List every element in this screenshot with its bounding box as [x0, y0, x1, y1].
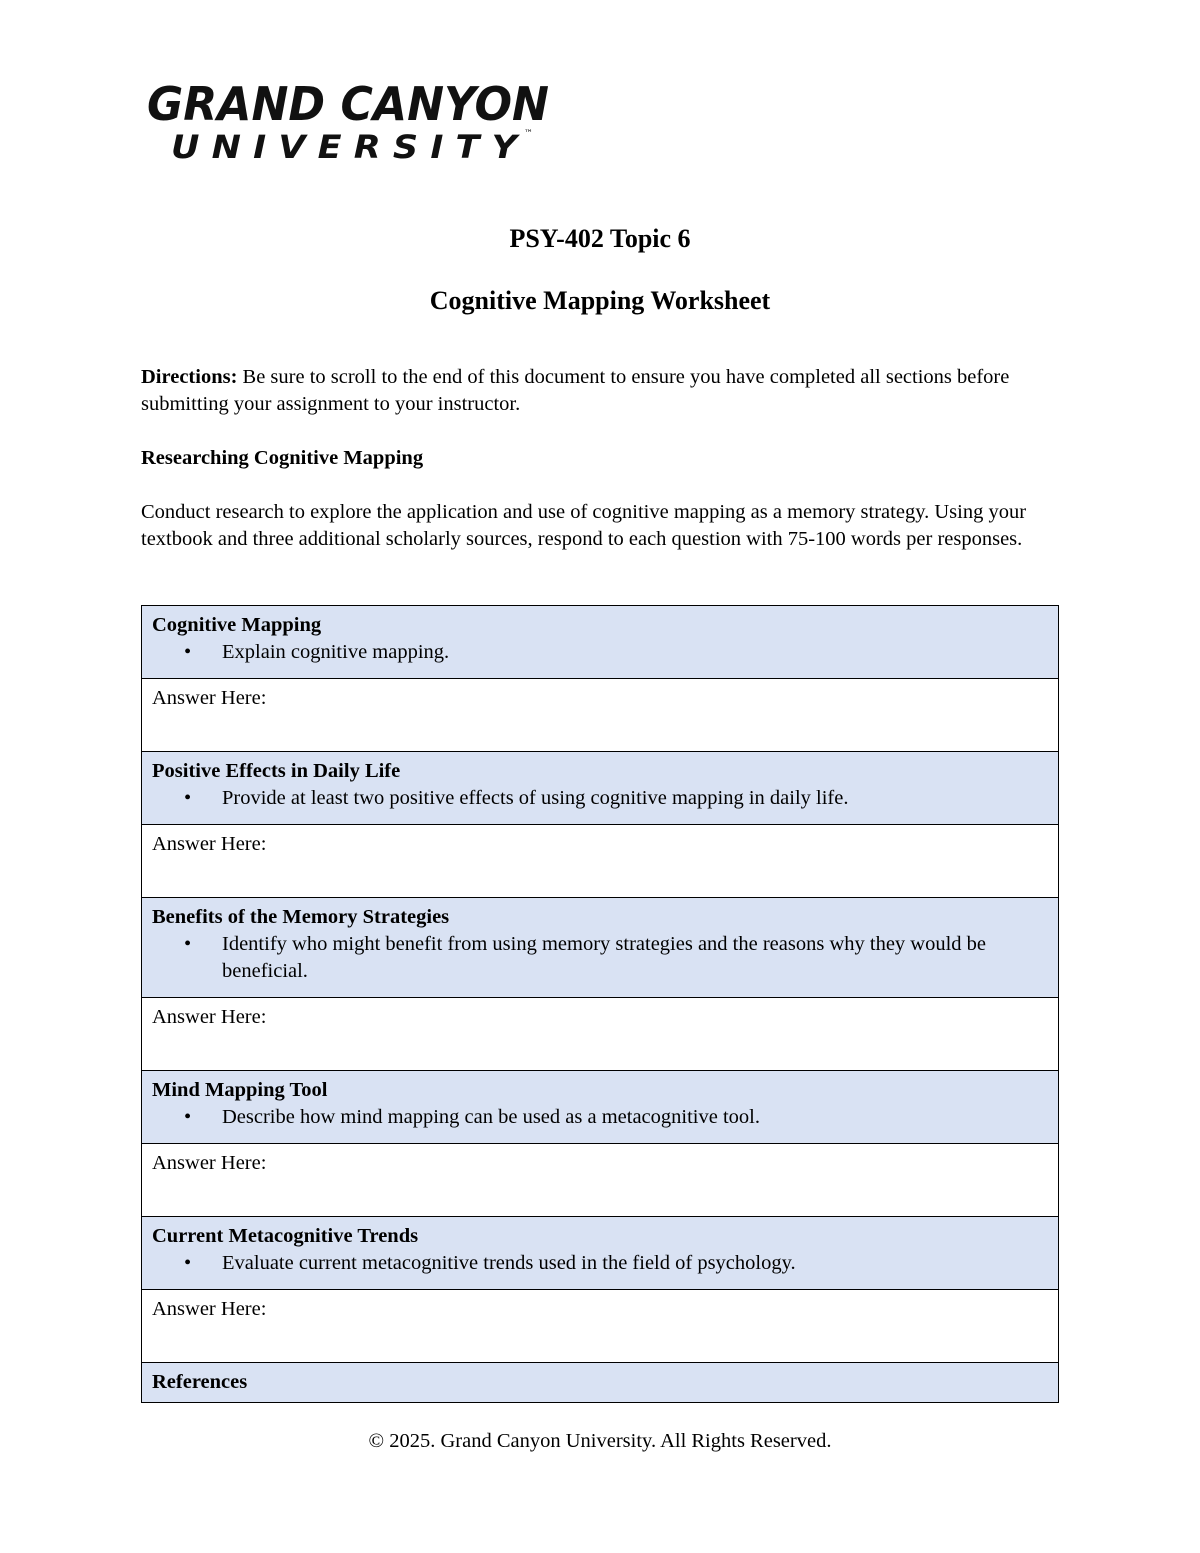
question-cell — [142, 1071, 1059, 1144]
question-title: Mind Mapping Tool — [152, 1079, 328, 1101]
answer-cell[interactable] — [142, 998, 1059, 1071]
question-cell — [142, 752, 1059, 825]
answer-cell[interactable] — [142, 679, 1059, 752]
answer-row — [142, 1144, 1059, 1217]
question-prompt — [152, 639, 1048, 666]
bullet-icon: • — [184, 1106, 192, 1128]
logo-line-1: GRAND CANYON — [147, 77, 549, 131]
answer-row — [142, 1290, 1059, 1363]
worksheet-title: Cognitive Mapping Worksheet — [429, 286, 771, 315]
directions-label: Directions: — [141, 366, 238, 388]
intro-paragraph: Conduct research to explore the application and use of cognitive mapping as a memory strategy. Using your textbook and three additional scholarly sources, respond to each question with 75-100 words per responses. — [141, 501, 1027, 550]
question-prompt-text: Provide at least two positive effects of using cognitive mapping in daily life. — [222, 787, 849, 809]
answer-row — [142, 679, 1059, 752]
references-label: References — [152, 1371, 248, 1393]
question-row — [142, 1217, 1059, 1290]
answer-cell[interactable] — [142, 1290, 1059, 1363]
answer-cell[interactable] — [142, 825, 1059, 898]
section-heading: Researching Cognitive Mapping — [141, 447, 424, 469]
question-prompt-text: Describe how mind mapping can be used as a metacognitive tool. — [222, 1106, 760, 1128]
question-cell — [142, 1217, 1059, 1290]
question-prompt-text: Explain cognitive mapping. — [222, 641, 450, 663]
question-prompt — [152, 785, 1048, 812]
bullet-icon: • — [184, 933, 192, 955]
question-prompt — [152, 1250, 1048, 1277]
question-prompt — [152, 1104, 1048, 1131]
question-row — [142, 606, 1059, 679]
question-prompt-text: Identify who might benefit from using memory strategies and the reasons why they would be beneficial. — [222, 933, 987, 982]
question-row — [142, 752, 1059, 825]
bullet-icon: • — [184, 1252, 192, 1274]
references-row — [142, 1363, 1059, 1403]
logo-line-2: U N I V E R S I T Y — [171, 128, 521, 166]
answer-label: Answer Here: — [152, 1298, 267, 1320]
question-prompt — [152, 931, 1048, 985]
references-cell — [142, 1363, 1059, 1403]
bullet-icon: • — [184, 641, 192, 663]
directions-text: Be sure to scroll to the end of this document to ensure you have completed all sections before submitting your assignment to your instructor. — [141, 366, 1010, 415]
question-cell — [142, 606, 1059, 679]
question-row — [142, 898, 1059, 998]
university-logo — [147, 76, 557, 166]
answer-row — [142, 998, 1059, 1071]
university-logo-graphic — [147, 76, 557, 166]
question-prompt-text: Evaluate current metacognitive trends used in the field of psychology. — [222, 1252, 796, 1274]
question-title: Cognitive Mapping — [152, 614, 322, 636]
answer-label: Answer Here: — [152, 1152, 267, 1174]
course-title: PSY-402 Topic 6 — [509, 224, 691, 253]
worksheet-table — [141, 605, 1059, 1403]
answer-label: Answer Here: — [152, 687, 267, 709]
answer-label: Answer Here: — [152, 1006, 267, 1028]
question-title: Benefits of the Memory Strategies — [152, 906, 450, 928]
question-cell — [142, 898, 1059, 998]
question-row — [142, 1071, 1059, 1144]
question-title: Positive Effects in Daily Life — [152, 760, 401, 782]
answer-row — [142, 825, 1059, 898]
directions-paragraph — [141, 364, 1061, 418]
answer-cell[interactable] — [142, 1144, 1059, 1217]
bullet-icon: • — [184, 787, 192, 809]
trademark-symbol: ™ — [524, 129, 533, 139]
question-title: Current Metacognitive Trends — [152, 1225, 419, 1247]
copyright-footer: © 2025. Grand Canyon University. All Rights Reserved. — [368, 1430, 832, 1452]
answer-label: Answer Here: — [152, 833, 267, 855]
